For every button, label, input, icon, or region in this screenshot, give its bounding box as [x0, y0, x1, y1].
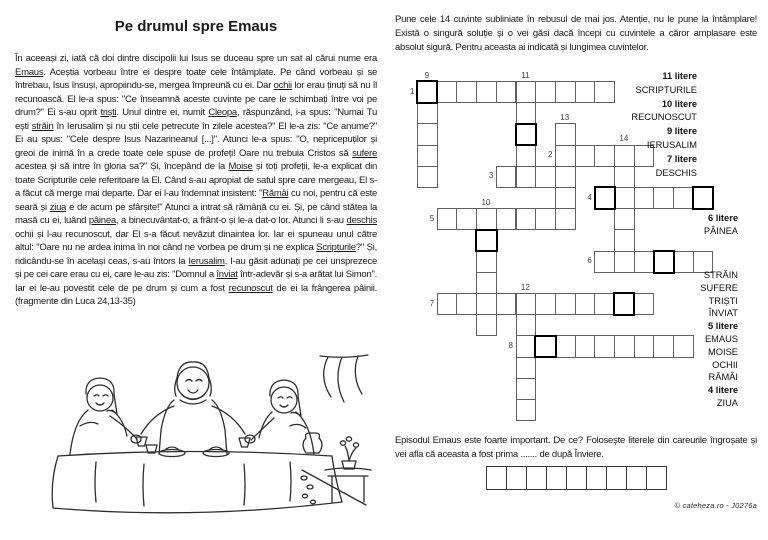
- word-length-header: 6 litere: [708, 213, 738, 223]
- word-length-list-six: [704, 212, 738, 238]
- grid-cell: [496, 208, 517, 230]
- passage-segment: acestea și să intre în gloria sa?" Și, începând de la: [15, 161, 229, 172]
- underlined-word: sufere: [352, 147, 377, 159]
- word-list-entry: OCHII: [712, 359, 738, 370]
- grid-cell: [594, 81, 615, 103]
- grid-cell: [535, 293, 556, 315]
- grid-cell: [476, 272, 497, 294]
- word-list-entry: ÎNVIAT: [708, 308, 738, 319]
- grid-cell: [516, 102, 537, 124]
- answer-cell: [646, 466, 667, 490]
- jesus-head: [177, 367, 209, 399]
- underlined-word: înviat: [216, 269, 238, 280]
- word-list-entry: STRĂIN: [703, 270, 738, 280]
- underlined-word: Emaus: [15, 66, 44, 78]
- grid-cell: [516, 357, 537, 379]
- passage-segment: în Ierusalim și nu știi cele petrecute în zilele acestea?" El le-a zis: "Ce anume?" Ei au spus: "Cele despre Isus Nazarineanul [...]". Atunci le-a spus: "O, nepricepuților și greoi de inimă în a crede toate cele spuse de profeți! Oare nu trebuia Cristos să: [15, 120, 377, 159]
- passage-segment: ochii și l-au recunoscut, dar El s-a făcut nevăzut dinaintea lor. Iar ei spuneau unul către altul: "Oare nu ne ardea inima în noi când ne vorbea pe drum și ne explica: [15, 228, 377, 253]
- underlined-word: Moise: [228, 161, 253, 172]
- answer-boxes: [486, 466, 667, 490]
- grid-cell: [594, 335, 615, 357]
- grid-cell: [653, 187, 674, 209]
- word-number-label: 14: [619, 134, 629, 144]
- word-list-entry: PÂINEA: [703, 225, 738, 236]
- word-number-label: 9: [424, 70, 430, 80]
- passage-segment: , a binecuvântat-o, a frânt-o și le-a dat-o lor. Atunci li s-au: [115, 215, 347, 226]
- bible-passage: [15, 52, 377, 309]
- answer-cell: [566, 466, 587, 490]
- grid-cell: [575, 81, 596, 103]
- grid-cell: [555, 293, 576, 315]
- grid-cell: [614, 335, 635, 357]
- curtain-rod: [320, 355, 368, 357]
- grid-cell: [614, 251, 635, 273]
- grid-cell: [476, 314, 497, 336]
- word-length-list-short: [700, 269, 738, 410]
- passage-segment: ?" Și, ridicându-se în același ceas, s-au întors la: [15, 242, 377, 267]
- passage-segment: . Aceștia vorbeau între ei despre toate cele întâmplate. Pe când vorbeau și se întrebau, Isus însuși, apropiindu-se, mergea împreună cu ei. Dar: [15, 66, 377, 91]
- word-number-label: 2: [547, 150, 553, 160]
- word-number-label: 10: [481, 197, 491, 207]
- word-length-list-long: [631, 70, 697, 180]
- grid-cell: [535, 81, 556, 103]
- grid-cell-bold: [475, 229, 497, 253]
- answer-cell: [586, 466, 607, 490]
- grid-cell: [634, 251, 655, 273]
- passage-segment: . I-au găsit adunați pe cei unsprezece și pe cei care erau cu ei, care le-au zis: "Domnul a: [15, 255, 378, 280]
- passage-segment: , răspunzând, i-a spus: "Numai Tu ești: [15, 107, 378, 132]
- grid-cell: [516, 399, 537, 421]
- word-number-label: 7: [429, 298, 435, 308]
- grid-cell: [555, 166, 576, 188]
- grid-cell: [417, 145, 438, 167]
- table-edge: [58, 452, 332, 457]
- copyright-credit: © cateheza.ro - J0276a: [674, 501, 757, 510]
- grid-cell-bold: [692, 186, 714, 210]
- grid-cell: [417, 166, 438, 188]
- grid-cell: [456, 81, 477, 103]
- passage-segment: într-adevăr și s-a arătat lui Simon". Iar ei le-au povestit cele de pe drum și cum a fost: [15, 269, 377, 294]
- answer-cell: [526, 466, 547, 490]
- grid-cell: [456, 208, 477, 230]
- disciple-right-head: [271, 387, 297, 413]
- grid-cell: [456, 293, 477, 315]
- grid-cell: [653, 335, 674, 357]
- answer-cell: [546, 466, 567, 490]
- grid-cell: [437, 208, 458, 230]
- grid-cell-bold: [594, 186, 616, 210]
- grid-cell-bold: [613, 292, 635, 316]
- word-list-entry: SCRIPTURILE: [635, 84, 697, 95]
- grid-cell: [614, 229, 635, 251]
- word-length-header: 9 litere: [667, 126, 697, 137]
- word-number-label: 8: [508, 341, 513, 350]
- grid-cell: [634, 187, 655, 209]
- word-number-label: 11: [521, 70, 530, 80]
- grid-cell-bold: [416, 80, 438, 104]
- answer-cell: [486, 466, 507, 490]
- passage-segment: În aceeași zi, iată că doi dintre discipolii lui Isus se duceau spre un sat al cărui nume era: [15, 53, 377, 64]
- grid-cell: [594, 293, 615, 315]
- grid-cell: [594, 251, 615, 273]
- grid-cell: [516, 293, 537, 315]
- emmaus-illustration: [22, 350, 374, 532]
- word-number-label: 4: [587, 192, 592, 202]
- grid-cell: [476, 208, 497, 230]
- grid-cell: [634, 335, 655, 357]
- word-number-label: 3: [488, 171, 494, 181]
- plate: [159, 450, 185, 457]
- answer-cell: [606, 466, 627, 490]
- underlined-word: Rămâi: [262, 188, 289, 199]
- grid-cell: [476, 81, 497, 103]
- puzzle-instructions: Pune cele 14 cuvinte subliniate în rebusul de mai jos. Atenție, nu le pune la întâmplare! Există o singură soluție și o vei găsi dacă începi cu cuvintele a căror amplasare este absolut sigură. Pentru aceasta ai indicată și lungimea cuvintelor.: [395, 14, 757, 53]
- word-number-label: 6: [587, 256, 592, 266]
- grid-cell: [476, 293, 497, 315]
- grid-cell: [555, 145, 576, 167]
- grid-cell: [496, 81, 517, 103]
- plate: [203, 450, 229, 457]
- passage-segment: de ei la frângerea pâinii. (fragmente din Luca 24,13-35): [15, 282, 377, 307]
- disciple-left-head: [87, 385, 113, 411]
- grid-cell: [673, 187, 694, 209]
- underlined-word: deschis: [346, 215, 378, 226]
- grid-cell: [594, 145, 615, 167]
- word-number-label: 1: [410, 86, 415, 96]
- word-list-entry: EMAUS: [704, 333, 738, 344]
- word-list-entry: DESCHIS: [655, 167, 697, 178]
- grid-cell: [555, 335, 576, 357]
- grid-cell: [516, 166, 537, 188]
- word-list-entry: ZIUA: [716, 397, 738, 408]
- grid-cell: [516, 378, 537, 400]
- grid-cell: [535, 166, 556, 188]
- grid-cell: [673, 335, 694, 357]
- grid-cell: [634, 293, 655, 315]
- grid-cell: [516, 314, 537, 336]
- underlined-word: pâinea: [88, 215, 116, 226]
- word-number-label: 13: [560, 112, 570, 122]
- grid-cell: [437, 293, 458, 315]
- grid-cell: [516, 208, 537, 230]
- page-title: Pe drumul spre Emaus: [114, 18, 278, 35]
- underlined-word: Cleopa: [208, 107, 237, 118]
- word-list-entry: IERUSALIM: [646, 139, 697, 150]
- word-length-header: 4 litere: [708, 385, 738, 396]
- grid-cell: [555, 81, 576, 103]
- grid-cell: [614, 187, 635, 209]
- grid-cell: [496, 166, 517, 188]
- grid-cell-bold: [534, 335, 556, 359]
- underlined-word: Ierusalim: [188, 255, 225, 267]
- grid-cell-bold: [515, 123, 537, 147]
- word-length-header: 5 litere: [708, 321, 738, 332]
- word-number-label: 12: [520, 282, 530, 292]
- grid-cell: [476, 251, 497, 273]
- answer-cell: [506, 466, 527, 490]
- grid-cell: [437, 81, 458, 103]
- closing-question: Episodul Emaus este foarte important. De ce? Folosește literele din careurile îngroșate și vei afla că aceasta a fost prima ....... de după Înviere.: [395, 435, 757, 460]
- grid-cell: [555, 187, 576, 209]
- grid-cell: [516, 145, 537, 167]
- grid-cell: [417, 102, 438, 124]
- passage-segment: și toți profeții, le-a explicat din toate Scripturile cele referitoare la El. Când s-au apropiat de satul spre care mergeau, El s-a făcut că merge mai departe. Dar ei l-au îndemnat insistent: ": [15, 161, 377, 199]
- underlined-word: ochii: [273, 80, 292, 91]
- underlined-word: ziua: [49, 201, 67, 213]
- grid-cell: [555, 123, 576, 145]
- underlined-word: recunoscut: [228, 282, 273, 294]
- grid-cell: [575, 335, 596, 357]
- word-number-label: 5: [429, 213, 435, 223]
- word-list-entry: RĂMÂI: [708, 372, 738, 383]
- word-list-entry: MOISE: [708, 346, 738, 357]
- underlined-word: străin: [31, 120, 54, 132]
- underlined-word: Scripturile: [316, 242, 356, 253]
- word-list-entry: RECUNOSCUT: [631, 112, 697, 123]
- passage-segment: cu noi, pentru că este seară și: [15, 188, 377, 213]
- grid-cell: [496, 293, 517, 315]
- grid-cell: [555, 208, 576, 230]
- word-list-entry: TRIȘTI: [708, 295, 738, 306]
- passage-segment: e de acum pe sfârșite!" Atunci a intrat să rămână cu ei. Și, pe când stătea la masă cu ei, luând: [15, 201, 377, 226]
- grid-cell: [673, 251, 694, 273]
- passage-segment: lor erau ținuți să nu îl recunoască. El le-a spus: "Ce înseamnă aceste cuvinte pe care le schimbați între voi pe drum?" Ei s-au oprit: [15, 80, 378, 118]
- grid-cell: [535, 208, 556, 230]
- grid-cell: [516, 81, 537, 103]
- grid-cell: [575, 293, 596, 315]
- grid-cell: [614, 208, 635, 230]
- passage-segment: . Unul dintre ei, numit: [116, 107, 209, 118]
- grid-cell: [417, 123, 438, 145]
- answer-cell: [626, 466, 647, 490]
- grid-cell: [516, 335, 537, 357]
- grid-cell-bold: [653, 250, 675, 274]
- word-list-entry: SUFERE: [700, 282, 738, 293]
- grid-cell: [575, 145, 596, 167]
- underlined-word: triști: [100, 107, 117, 118]
- word-length-header: 11 litere: [662, 71, 697, 81]
- word-length-header: 10 litere: [661, 98, 697, 109]
- word-length-header: 7 litere: [667, 153, 697, 164]
